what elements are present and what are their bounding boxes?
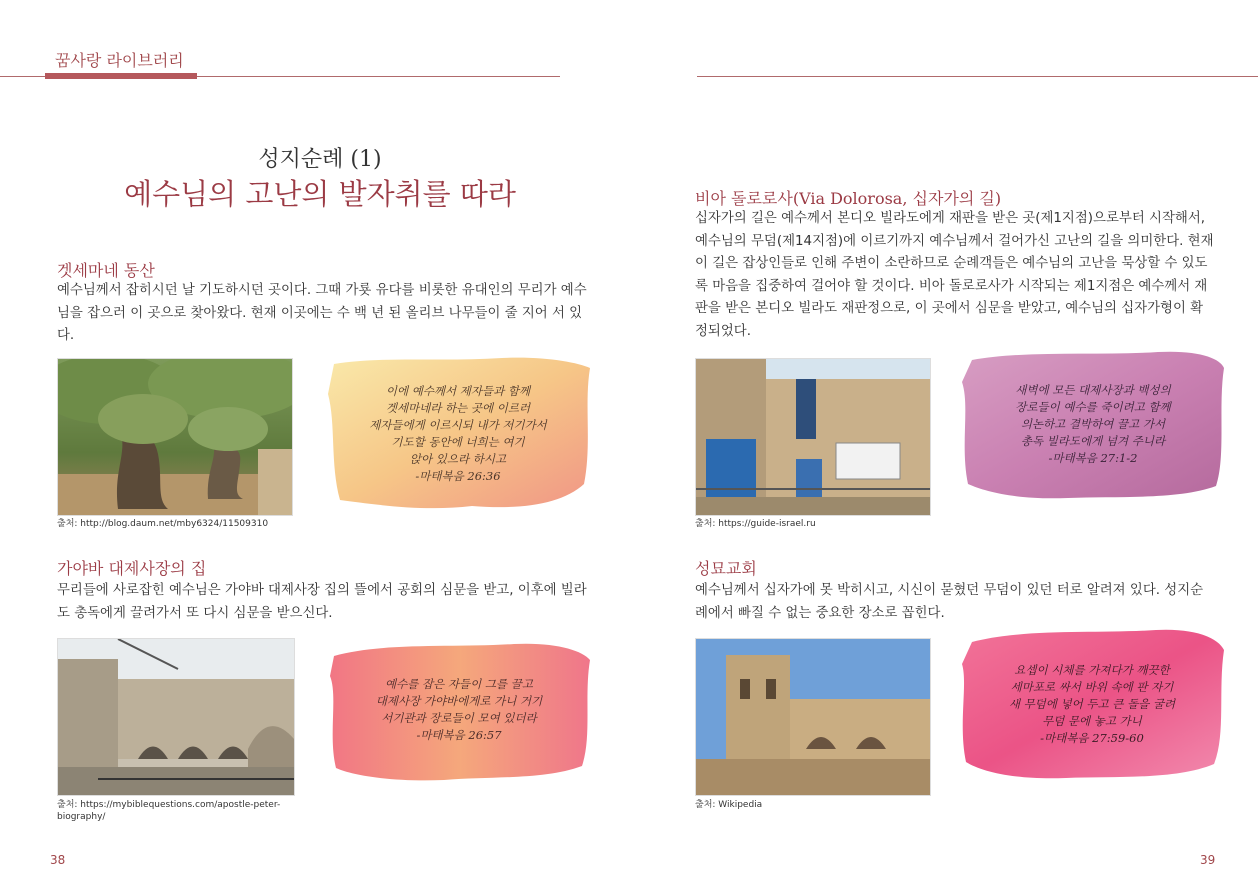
olive-trees-photo xyxy=(57,358,293,516)
section-heading-caiaphas: 가야바 대제사장의 집 xyxy=(57,559,207,578)
quote-text-via-dolorosa: 새벽에 모든 대제사장과 백성의 장로들이 예수를 죽이려고 함께 의논하고 결박하여 끌고 가서 총독 빌라도에게 넘겨 주니라 -마태복음 27:1-2 xyxy=(1015,382,1171,465)
quote-watercolor-caiaphas xyxy=(324,636,594,784)
page-number-right: 39 xyxy=(1200,853,1216,867)
quote-text-holy-sepulchre: 요셉이 시체를 가져다가 깨끗한 세마포로 싸서 바위 속에 판 자기 새 무덤에 넣어 두고 큰 돌을 굴려 무덤 문에 놓고 가니 -마태복음 27:59-60 xyxy=(1008,662,1176,745)
via-dolorosa-building-photo xyxy=(695,358,931,516)
photo-caption-gethsemane: 출처: http://blog.daum.net/mby6324/11509310 xyxy=(57,519,269,529)
quote-text-gethsemane: 이에 예수께서 제자들과 함께 겟세마네라 하는 곳에 이르러 제자들에게 이르시되 내가 저기가서 기도할 동안에 너희는 여기 앉아 있으라 하시고 -마태복음 26:36 xyxy=(369,384,547,483)
quote-watercolor-gethsemane xyxy=(322,354,594,514)
photo-caption-holy-sepulchre: 출처: Wikipedia xyxy=(695,800,763,810)
page-number-left: 38 xyxy=(50,853,66,867)
section-body-caiaphas: 무리들에 사로잡힌 예수님은 가야바 대제사장 집의 뜰에서 공회의 심문을 받고, 이후에 빌라도 총독에게 끌려가서 또 다시 심문을 받으신다. xyxy=(57,583,587,621)
photo-caption-via-dolorosa: 출처: https://guide-israel.ru xyxy=(695,519,816,529)
page-title: 예수님의 고난의 발자취를 따라 xyxy=(124,177,516,211)
section-heading-via-dolorosa: 비아 돌로로사(Via Dolorosa, 십자가의 길) xyxy=(695,189,1002,208)
page-title-series: 성지순례 (1) xyxy=(258,147,382,172)
quote-text-caiaphas: 예수를 잡은 자들이 그를 끌고 대제사장 가야바에게로 가니 거기 서기관과 장로들이 모여 있더라 -마태복음 26:57 xyxy=(375,677,543,742)
section-heading-gethsemane: 겟세마네 동산 xyxy=(57,261,155,280)
quote-watercolor-holy-sepulchre xyxy=(956,624,1228,784)
holy-sepulchre-church-photo xyxy=(695,638,931,796)
header-rule-right xyxy=(697,76,1258,77)
section-body-gethsemane: 예수님께서 잡히시던 날 기도하시던 곳이다. 그때 가룟 유다를 비롯한 유대인의 무리가 예수님을 잡으러 이 곳으로 찾아왔다. 현재 이곳에는 수 백 년 된 올리브 나무들이 줄 지어 서 있다. xyxy=(57,283,587,343)
section-body-holy-sepulchre: 예수님께서 십자가에 못 박히시고, 시신이 묻혔던 무덤이 있던 터로 알려져 있다. 성지순례에서 빠질 수 없는 중요한 장소로 꼽힌다. xyxy=(695,583,1204,621)
library-label: 꿈사랑 라이브러리 xyxy=(55,51,184,70)
quote-watercolor-via-dolorosa xyxy=(958,346,1228,502)
header-rule-accent xyxy=(45,73,197,79)
caiaphas-house-courtyard-photo xyxy=(57,638,295,796)
photo-caption-caiaphas: 출처: https://mybiblequestions.com/apostle-peter-biography/ xyxy=(57,800,281,822)
section-heading-holy-sepulchre: 성묘교회 xyxy=(695,559,757,578)
section-body-via-dolorosa: 십자가의 길은 예수께서 본디오 빌라도에게 재판을 받은 곳(제1지점)으로부터 시작해서, 예수님의 무덤(제14지점)에 이르기까지 예수님께서 걸어가신 고난의 길을 의미한다. 현재 이 길은 잡상인들로 인해 주변이 소란하므로 순례객들은 예수님의 고난을 묵상할 수 있도록 마음을 집중하여 걸어야 할 것이다. 비아 돌로로사가 시작되는 제1지점은 예수께서 재판을 받은 본디오 빌라도 재판정으로, 이 곳에서 심문을 받았고, 예수님의 십자가형이 확정되었다. xyxy=(695,211,1214,339)
